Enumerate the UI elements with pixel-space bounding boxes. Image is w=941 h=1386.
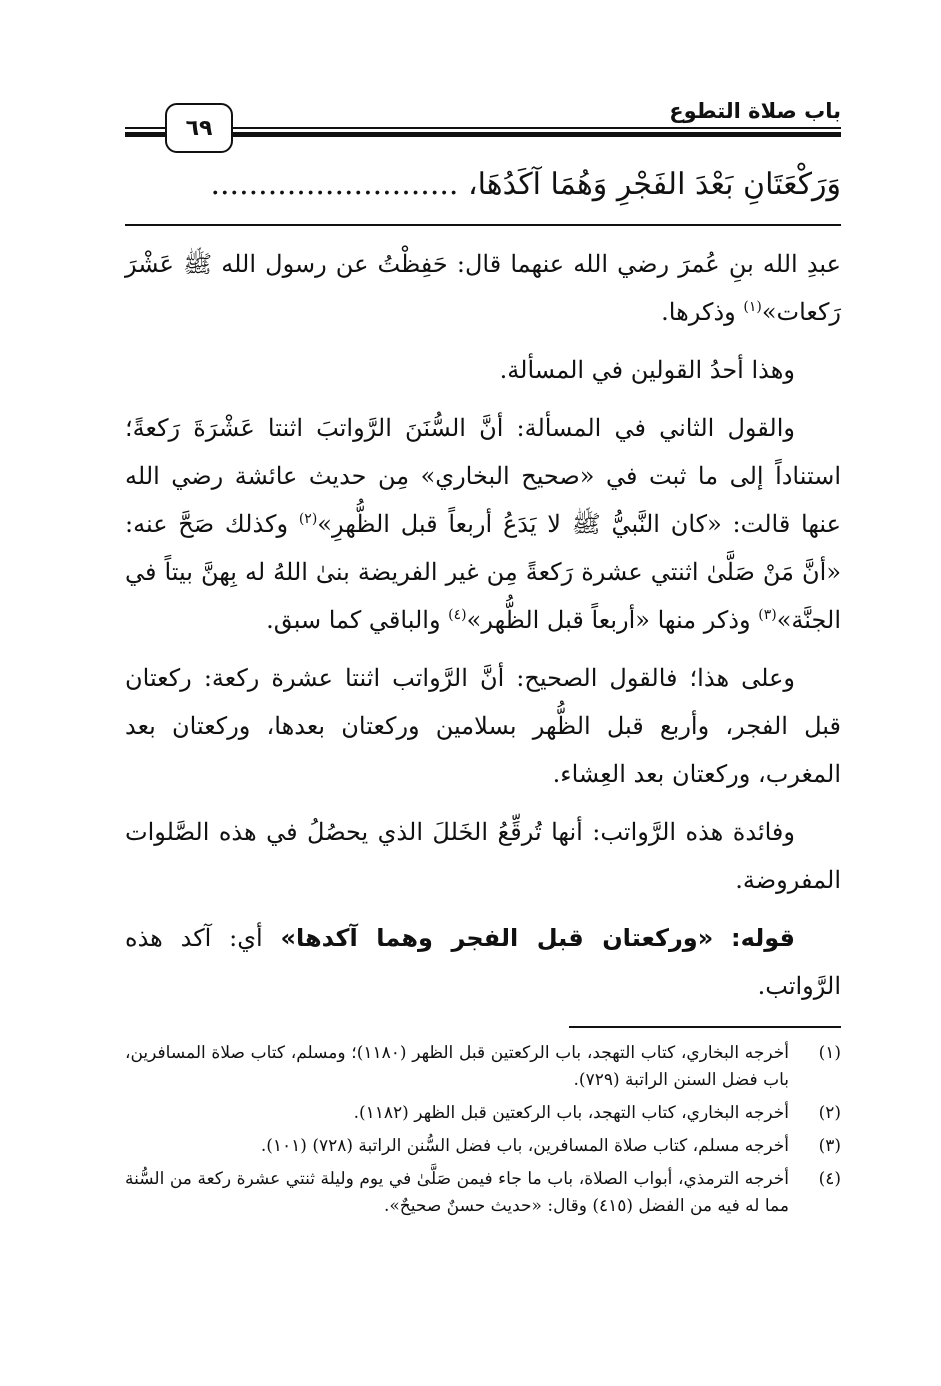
qawluhu-quote: «وركعتان قبل الفجر وهما آكدها» — [280, 924, 714, 952]
header-rule — [230, 127, 841, 137]
qawluhu-paragraph — [125, 914, 841, 1010]
footnote-number: (٣) — [818, 1136, 841, 1156]
footnote-text: أخرجه مسلم، كتاب صلاة المسافرين، باب فضل السُّنن الراتبة (٧٢٨) (١٠١). — [260, 1136, 789, 1156]
paragraph-text: وعلى هذا؛ فالقول الصحيح: أنَّ الرَّواتب اثنتا عشرة ركعة: ركعتان قبل الفجر، وأربع قبل الظُّهر بسلامين وركعتان بعدها، وركعتان بعد المغرب، وركعتان بعد العِشاء. — [125, 664, 841, 788]
paragraph-text: وذكرها. — [661, 298, 744, 326]
footnote — [125, 1040, 841, 1094]
footnote-number: (١) — [818, 1043, 841, 1063]
chapter-title: باب صلاة التطوع — [669, 99, 841, 123]
footnotes — [125, 1040, 841, 1226]
footnote-ref: (٢) — [298, 511, 318, 527]
paragraph — [125, 346, 841, 394]
footnote-text: أخرجه البخاري، كتاب التهجد، باب الركعتين قبل الظهر (١١٨٢). — [353, 1103, 789, 1123]
matn-line: وَرَكْعَتَانِ بَعْدَ الفَجْرِ وَهُمَا آكَدُهَا، .......................... — [210, 167, 841, 202]
footnote-ref: (٣) — [758, 607, 777, 623]
paragraph-text: والقول الثاني في المسألة: أنَّ السُّنَنَ الرَّواتبَ اثنتا عَشْرَةَ رَكعةً؛ استناداً إلى ما ثبت في «صحيح البخاري» مِن حديث عائشة رضي الله عنها قالت: «كان النَّبيُّ ﷺ لا يَدَعُ أربعاً قبل الظُّهرِ» — [125, 414, 842, 538]
paragraph — [125, 808, 841, 904]
footnote-ref: (١) — [743, 299, 762, 315]
paragraph-text: وكذلك صَحَّ عنه: «أنَّ مَنْ صَلَّىٰ اثنتي عشرة رَكعةً مِن غير الفريضة بنىٰ اللهُ له بِهنَّ بيتاً في الجنَّة» — [125, 510, 841, 634]
footnote-text: أخرجه الترمذي، أبواب الصلاة، باب ما جاء فيمن صَلَّىٰ في يوم وليلة ثنتي عشرة ركعة من السُّنة مما له فيه من الفضل (٤١٥) وقال: «حديث حسنٌ صحيحٌ». — [125, 1169, 789, 1216]
qawluhu-label: قوله: — [731, 924, 795, 952]
paragraph-text: والباقي كما سبق. — [266, 606, 449, 634]
footnote-number: (٤) — [818, 1169, 841, 1189]
footnote-text: أخرجه البخاري، كتاب التهجد، باب الركعتين قبل الظهر (١١٨٠)؛ ومسلم، كتاب صلاة المسافرين، باب فضل السنن الراتبة (٧٢٩). — [125, 1043, 789, 1090]
footnote-ref: (٤) — [448, 607, 467, 623]
footnote — [125, 1100, 841, 1127]
page-number: ٦٩ — [165, 103, 233, 153]
matn-divider — [125, 224, 841, 226]
footnote-divider — [569, 1026, 841, 1028]
paragraph-text: وفائدة هذه الرَّواتب: أنها تُرقِّعُ الخَللَ الذي يحصُلُ في هذه الصَّلوات المفروضة. — [125, 818, 841, 894]
paragraph-text: وذكر منها «أربعاً قبل الظُّهر» — [466, 606, 759, 634]
footnote — [125, 1166, 841, 1220]
commentary-body — [125, 240, 841, 1020]
header-rule-left — [125, 127, 167, 137]
footnote — [125, 1133, 841, 1160]
paragraph-text: أي: آكد هذه الرَّواتب. — [125, 924, 841, 1000]
page-header — [125, 95, 841, 151]
paragraph-text: وهذا أحدُ القولين في المسألة. — [499, 356, 795, 384]
paragraph — [125, 404, 841, 644]
paragraph — [125, 654, 841, 798]
footnote-number: (٢) — [818, 1103, 841, 1123]
paragraph — [125, 240, 841, 336]
paragraph-text: عبدِ الله بنِ عُمرَ رضي الله عنهما قال: حَفِظْتُ عن رسول الله ﷺ عَشْرَ رَكعات» — [125, 250, 841, 326]
